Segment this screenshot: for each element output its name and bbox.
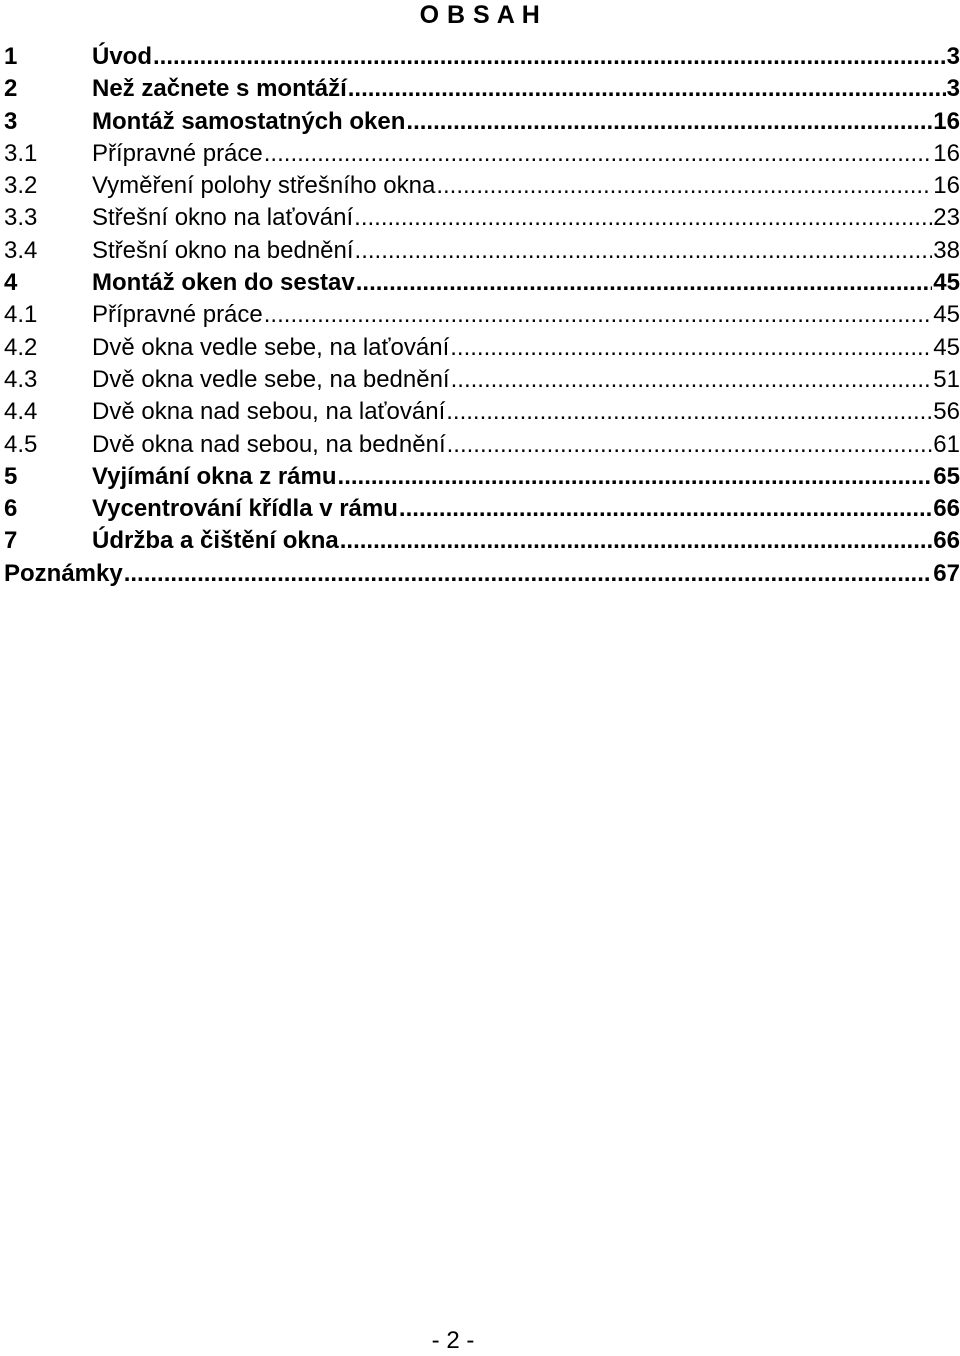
toc-entry-number: 4.3 <box>4 365 38 393</box>
toc-dot-leader <box>406 107 932 137</box>
toc-entry-title: Dvě okna vedle sebe, na bednění <box>92 365 450 393</box>
page-title: O B S A H <box>419 1 541 29</box>
toc-entry[interactable] <box>4 333 960 365</box>
toc-entry-title: Údržba a čištění okna <box>92 527 339 555</box>
toc-entry[interactable] <box>4 42 960 74</box>
toc-entry-page: 3 <box>946 75 960 103</box>
toc-entry-page: 3 <box>946 43 960 70</box>
toc-entry[interactable] <box>4 203 960 235</box>
toc-dot-leader <box>450 333 932 363</box>
toc-entry-number: 1 <box>4 43 18 70</box>
toc-entry-title: Než začnete s montáží <box>92 75 347 103</box>
toc-entry[interactable] <box>4 107 960 139</box>
toc-dot-leader <box>264 300 933 330</box>
toc-entry-number: 3 <box>4 107 18 135</box>
toc-dot-leader <box>264 139 933 169</box>
toc-entry-number: 3.3 <box>4 204 38 232</box>
toc-entry[interactable] <box>4 430 960 462</box>
toc-entry-title: Vycentrování křídla v rámu <box>92 495 398 523</box>
toc-entry[interactable] <box>4 365 960 397</box>
toc-entry[interactable] <box>4 494 960 526</box>
toc-dot-leader <box>355 236 933 266</box>
toc-entry-title: Střešní okno na laťování <box>92 204 354 232</box>
toc-entry-number: 5 <box>4 462 18 490</box>
toc-entry-page: 45 <box>933 301 960 329</box>
toc-entry-number: 4.5 <box>4 430 38 458</box>
toc-entry[interactable] <box>4 559 960 591</box>
toc-entry-page: 23 <box>933 204 960 232</box>
toc-entry-number: 3.1 <box>4 139 38 167</box>
toc-dot-leader <box>436 171 932 201</box>
toc-entry-page: 65 <box>933 462 960 490</box>
toc-entry-number: 4.2 <box>4 333 38 361</box>
toc-dot-leader <box>153 42 946 72</box>
toc-dot-leader <box>354 203 932 233</box>
toc-entry-number: 6 <box>4 495 18 523</box>
toc-entry-title: Dvě okna nad sebou, na laťování <box>92 398 446 426</box>
toc-dot-leader <box>340 526 933 556</box>
toc-entry-number: 3.2 <box>4 172 38 200</box>
toc-entry[interactable] <box>4 236 960 268</box>
toc-entry[interactable] <box>4 171 960 203</box>
page-number: - 2 - <box>431 1327 475 1354</box>
toc-entry[interactable] <box>4 462 960 494</box>
toc-entry-page: 67 <box>933 559 960 587</box>
toc-entry[interactable] <box>4 74 960 106</box>
toc-entry-number: 7 <box>4 527 18 555</box>
toc-dot-leader <box>451 365 933 395</box>
toc-entry-page: 66 <box>933 527 960 555</box>
toc-entry-page: 61 <box>933 430 960 458</box>
toc-dot-leader <box>348 74 946 104</box>
toc-entry[interactable] <box>4 300 960 332</box>
toc-entry[interactable] <box>4 139 960 171</box>
toc-entry-page: 51 <box>933 365 960 393</box>
toc-entry-page: 38 <box>933 236 960 264</box>
toc-entry[interactable] <box>4 397 960 429</box>
toc-dot-leader <box>399 494 932 524</box>
toc-dot-leader <box>356 268 933 298</box>
toc-entry-page: 45 <box>933 269 960 297</box>
toc-entry-page: 16 <box>933 172 960 200</box>
toc-entry-title: Montáž oken do sestav <box>92 269 355 297</box>
toc-entry-number: 2 <box>4 75 18 103</box>
toc-dot-leader <box>338 462 933 492</box>
toc-entry-number: 3.4 <box>4 236 38 264</box>
table-of-contents <box>4 42 960 591</box>
toc-entry-page: 66 <box>933 495 960 523</box>
toc-entry-title: Střešní okno na bednění <box>92 236 354 264</box>
toc-entry-page: 45 <box>933 333 960 361</box>
toc-entry-title: Montáž samostatných oken <box>92 107 406 135</box>
toc-entry-number: 4.4 <box>4 398 38 426</box>
toc-dot-leader <box>447 430 933 460</box>
toc-entry-title: Úvod <box>92 43 152 70</box>
toc-entry[interactable] <box>4 526 960 558</box>
toc-entry-title: Dvě okna nad sebou, na bednění <box>92 430 446 458</box>
toc-dot-leader <box>446 397 932 427</box>
toc-entry-page: 16 <box>933 139 960 167</box>
toc-dot-leader <box>124 559 933 589</box>
toc-entry-title: Vyměření polohy střešního okna <box>92 172 436 200</box>
toc-entry-number: 4.1 <box>4 301 38 329</box>
toc-entry-page: 56 <box>933 398 960 426</box>
toc-entry-title: Přípravné práce <box>92 301 263 329</box>
toc-entry-title: Dvě okna vedle sebe, na laťování <box>92 333 450 361</box>
toc-entry-title: Poznámky <box>4 559 123 587</box>
toc-entry-number: 4 <box>4 269 18 297</box>
toc-entry[interactable] <box>4 268 960 300</box>
toc-entry-title: Vyjímání okna z rámu <box>92 462 337 490</box>
toc-entry-page: 16 <box>933 107 960 135</box>
toc-entry-title: Přípravné práce <box>92 139 263 167</box>
